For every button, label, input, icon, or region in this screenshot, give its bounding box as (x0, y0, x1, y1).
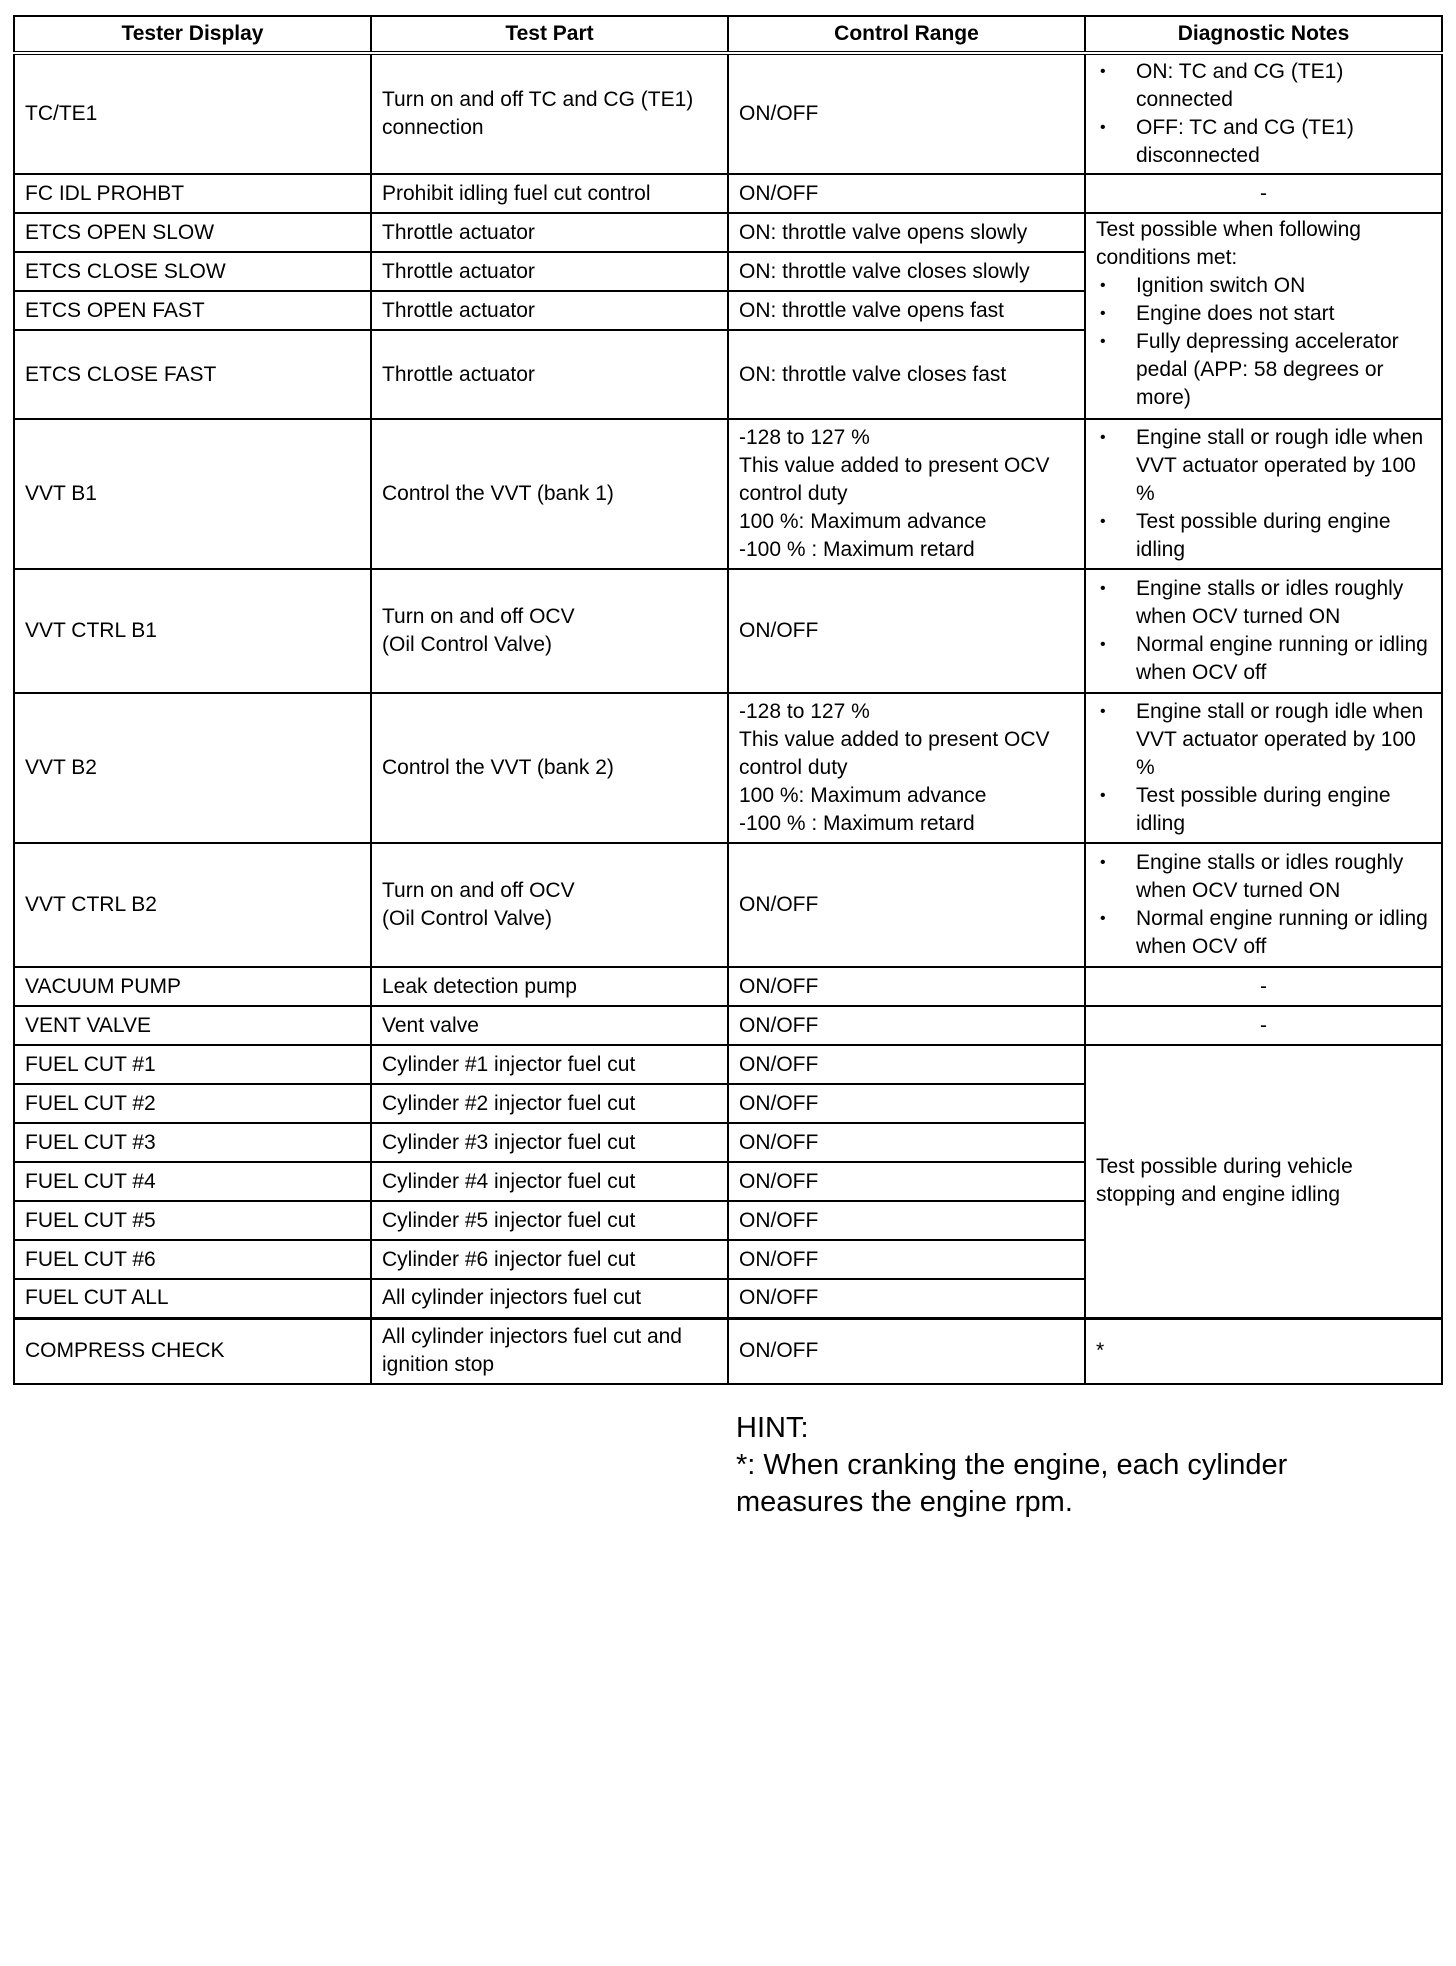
list-item: • Engine stall or rough idle when VVT actuator operated by 100 % (1096, 698, 1431, 782)
test-part-cell: Throttle actuator (371, 252, 728, 291)
part-line: Turn on and off OCV (382, 605, 575, 628)
range-line: This value added to present OCV control duty (739, 728, 1050, 779)
table-row (14, 53, 1442, 174)
control-range-cell (728, 693, 1085, 843)
tester-display-cell: VENT VALVE (14, 1006, 371, 1045)
tester-display-cell: VVT B1 (14, 419, 371, 569)
test-part-cell: Control the VVT (bank 1) (371, 419, 728, 569)
diagnostic-notes-cell: Test possible during vehicle stopping and engine idling (1085, 1045, 1442, 1318)
control-range-cell: ON: throttle valve opens slowly (728, 213, 1085, 252)
control-range-cell: ON: throttle valve closes fast (728, 330, 1085, 419)
tester-display-cell: COMPRESS CHECK (14, 1318, 371, 1384)
tester-display-cell: VVT CTRL B1 (14, 569, 371, 693)
test-part-cell: Leak detection pump (371, 967, 728, 1006)
control-range-cell: ON/OFF (728, 174, 1085, 213)
control-range-cell: ON/OFF (728, 1318, 1085, 1384)
control-range-cell: ON/OFF (728, 1084, 1085, 1123)
control-range-cell (728, 419, 1085, 569)
control-range-cell: ON/OFF (728, 53, 1085, 174)
diagnostic-notes-cell (1085, 53, 1442, 174)
control-range-cell: ON: throttle valve opens fast (728, 291, 1085, 330)
list-item: • Fully depressing accelerator pedal (APP: 58 degrees or more) (1096, 328, 1431, 412)
test-part-cell (371, 569, 728, 693)
tester-display-cell: FUEL CUT #2 (14, 1084, 371, 1123)
tester-display-cell: ETCS OPEN FAST (14, 291, 371, 330)
control-range-cell: ON/OFF (728, 1279, 1085, 1318)
list-item: • Ignition switch ON (1096, 272, 1431, 300)
test-part-cell: Control the VVT (bank 2) (371, 693, 728, 843)
table-row (14, 174, 1442, 213)
test-part-cell: Cylinder #6 injector fuel cut (371, 1240, 728, 1279)
notes-list (1096, 58, 1431, 170)
list-item: • Test possible during engine idling (1096, 508, 1431, 564)
header-tester-display: Tester Display (14, 16, 371, 53)
range-line: 100 %: Maximum advance (739, 510, 987, 533)
list-item: • Engine stalls or idles roughly when OCV turned ON (1096, 849, 1431, 905)
diagnostic-notes-cell (1085, 419, 1442, 569)
hint-label: HINT: (736, 1412, 809, 1444)
list-item: • Engine stalls or idles roughly when OCV turned ON (1096, 575, 1431, 631)
header-control-range: Control Range (728, 16, 1085, 53)
tester-display-cell: VVT B2 (14, 693, 371, 843)
table-row (14, 1045, 1442, 1084)
test-part-cell: Cylinder #4 injector fuel cut (371, 1162, 728, 1201)
notes-list (1096, 424, 1431, 564)
table-row (14, 1318, 1442, 1384)
tester-display-cell: FUEL CUT #4 (14, 1162, 371, 1201)
notes-list (1096, 272, 1431, 412)
tester-display-cell: FUEL CUT ALL (14, 1279, 371, 1318)
list-item: • Normal engine running or idling when OCV off (1096, 631, 1431, 687)
table-row (14, 213, 1442, 252)
table-row (14, 967, 1442, 1006)
tester-display-cell: TC/TE1 (14, 53, 371, 174)
part-line: (Oil Control Valve) (382, 907, 552, 930)
test-part-cell: Vent valve (371, 1006, 728, 1045)
range-line: This value added to present OCV control duty (739, 454, 1050, 505)
test-part-cell: Turn on and off TC and CG (TE1) connection (371, 53, 728, 174)
tester-display-cell: FUEL CUT #5 (14, 1201, 371, 1240)
list-item: • Engine stall or rough idle when VVT actuator operated by 100 % (1096, 424, 1431, 508)
notes-list (1096, 849, 1431, 961)
diagnostic-notes-cell: - (1085, 174, 1442, 213)
test-part-cell: Throttle actuator (371, 291, 728, 330)
test-part-cell: Cylinder #3 injector fuel cut (371, 1123, 728, 1162)
range-line: -128 to 127 % (739, 426, 870, 449)
list-item: • Test possible during engine idling (1096, 782, 1431, 838)
control-range-cell: ON/OFF (728, 1045, 1085, 1084)
control-range-cell: ON/OFF (728, 1201, 1085, 1240)
table-row (14, 419, 1442, 569)
control-range-cell: ON/OFF (728, 569, 1085, 693)
test-part-cell: Throttle actuator (371, 213, 728, 252)
range-line: -100 % : Maximum retard (739, 538, 975, 561)
test-part-cell: All cylinder injectors fuel cut (371, 1279, 728, 1318)
control-range-cell: ON/OFF (728, 1123, 1085, 1162)
tester-display-cell: FUEL CUT #1 (14, 1045, 371, 1084)
notes-intro: Test possible when following conditions met: (1096, 218, 1361, 269)
range-line: 100 %: Maximum advance (739, 784, 987, 807)
list-item: • Engine does not start (1096, 300, 1431, 328)
table-row (14, 843, 1442, 967)
control-range-cell: ON/OFF (728, 1006, 1085, 1045)
control-range-cell: ON/OFF (728, 967, 1085, 1006)
table-row (14, 693, 1442, 843)
control-range-cell: ON: throttle valve closes slowly (728, 252, 1085, 291)
hint-note (736, 1410, 1416, 1521)
control-range-cell: ON/OFF (728, 843, 1085, 967)
header-test-part: Test Part (371, 16, 728, 53)
test-part-cell: Cylinder #2 injector fuel cut (371, 1084, 728, 1123)
test-part-cell: All cylinder injectors fuel cut and ignition stop (371, 1318, 728, 1384)
diagnostic-notes-cell: - (1085, 1006, 1442, 1045)
notes-list (1096, 698, 1431, 838)
control-range-cell: ON/OFF (728, 1240, 1085, 1279)
test-part-cell: Cylinder #5 injector fuel cut (371, 1201, 728, 1240)
notes-list (1096, 575, 1431, 687)
diagnostic-notes-cell: - (1085, 967, 1442, 1006)
diagnostic-notes-cell (1085, 843, 1442, 967)
diagnostic-notes-cell (1085, 569, 1442, 693)
test-part-cell (371, 843, 728, 967)
list-item: • OFF: TC and CG (TE1) disconnected (1096, 114, 1431, 170)
test-part-cell: Prohibit idling fuel cut control (371, 174, 728, 213)
range-line: -128 to 127 % (739, 700, 870, 723)
list-item: • Normal engine running or idling when OCV off (1096, 905, 1431, 961)
active-test-table (13, 15, 1443, 1385)
part-line: Turn on and off OCV (382, 879, 575, 902)
tester-display-cell: ETCS OPEN SLOW (14, 213, 371, 252)
hint-text: *: When cranking the engine, each cylinder measures the engine rpm. (736, 1449, 1288, 1518)
header-diagnostic-notes: Diagnostic Notes (1085, 16, 1442, 53)
tester-display-cell: VVT CTRL B2 (14, 843, 371, 967)
tester-display-cell: ETCS CLOSE FAST (14, 330, 371, 419)
table-row (14, 1006, 1442, 1045)
tester-display-cell: ETCS CLOSE SLOW (14, 252, 371, 291)
tester-display-cell: FUEL CUT #6 (14, 1240, 371, 1279)
test-part-cell: Throttle actuator (371, 330, 728, 419)
control-range-cell: ON/OFF (728, 1162, 1085, 1201)
tester-display-cell: FUEL CUT #3 (14, 1123, 371, 1162)
tester-display-cell: VACUUM PUMP (14, 967, 371, 1006)
test-part-cell: Cylinder #1 injector fuel cut (371, 1045, 728, 1084)
range-line: -100 % : Maximum retard (739, 812, 975, 835)
part-line: (Oil Control Valve) (382, 633, 552, 656)
list-item: • ON: TC and CG (TE1) connected (1096, 58, 1431, 114)
diagnostic-notes-cell (1085, 693, 1442, 843)
diagnostic-notes-cell: * (1085, 1318, 1442, 1384)
diagnostic-notes-cell (1085, 213, 1442, 419)
table-header-row (14, 16, 1442, 53)
table-row (14, 569, 1442, 693)
tester-display-cell: FC IDL PROHBT (14, 174, 371, 213)
